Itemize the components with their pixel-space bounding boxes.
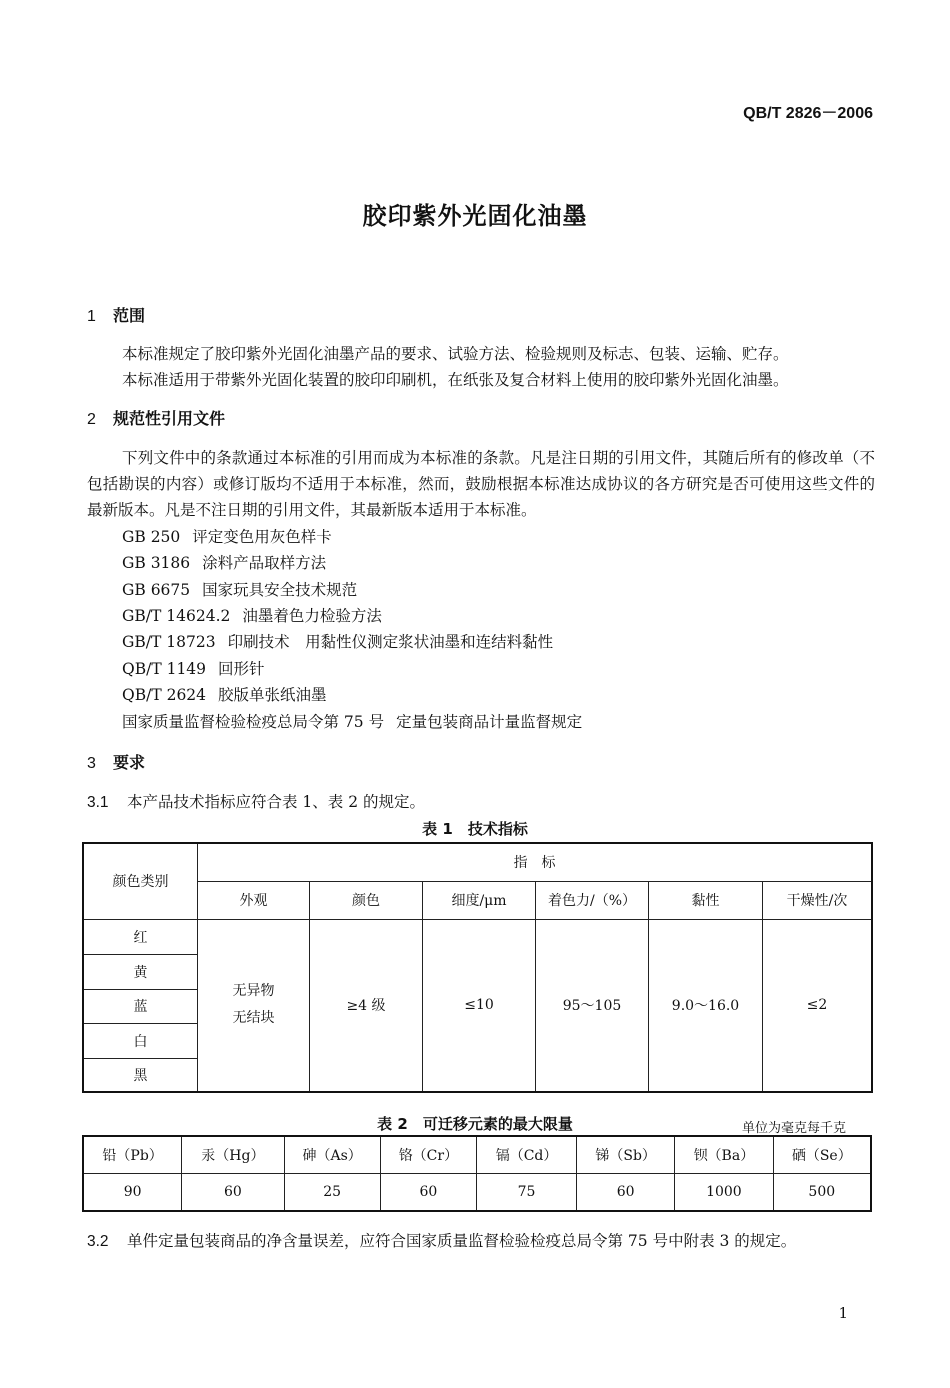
- clause-number: 3.1: [87, 794, 109, 811]
- cell-color-grade: ≥4 级: [310, 919, 423, 1092]
- col-header-color: 颜色: [310, 881, 423, 919]
- reference-code: GB/T 14624.2: [122, 607, 231, 625]
- color-white: 白: [83, 1023, 198, 1058]
- reference-name: 国家玩具安全技术规范: [202, 581, 358, 599]
- col-header-se: 硒（Se）: [773, 1136, 871, 1173]
- clause-3-2: [87, 1229, 796, 1251]
- scope-paragraph-2: 本标准适用于带紫外光固化装置的胶印印刷机，在纸张及复合材料上使用的胶印紫外光固化油墨。: [122, 371, 789, 389]
- row-header-color-category: 颜色类别: [83, 843, 198, 919]
- section-3-heading: [87, 750, 145, 773]
- reference-item: [122, 657, 265, 679]
- reference-code: GB 250: [122, 528, 181, 546]
- reference-name: 定量包装商品计量监督规定: [396, 713, 583, 731]
- reference-name: 涂料产品取样方法: [202, 554, 327, 572]
- clause-3-1: [87, 790, 425, 812]
- reference-name: 回形针: [218, 660, 265, 678]
- value-hg: 60: [182, 1173, 284, 1211]
- cell-fineness: ≤10: [423, 919, 536, 1092]
- reference-code: GB/T 18723: [122, 633, 216, 651]
- value-pb: 90: [83, 1173, 182, 1211]
- clause-text: 本产品技术指标应符合表 1、表 2 的规定。: [127, 793, 426, 811]
- reference-code: QB/T 1149: [122, 660, 207, 678]
- clause-number: 3.2: [87, 1233, 109, 1250]
- col-header-sb: 锑（Sb）: [577, 1136, 675, 1173]
- reference-name: 印刷技术 用黏性仪测定浆状油墨和连结料黏性: [227, 633, 554, 651]
- reference-item: [122, 683, 327, 705]
- section-title: 要求: [113, 753, 146, 772]
- reference-name: 评定变色用灰色样卡: [192, 528, 332, 546]
- reference-item: [122, 578, 357, 600]
- appearance-line-1: 无异物: [232, 983, 275, 1000]
- value-as: 25: [284, 1173, 380, 1211]
- reference-item: [122, 630, 553, 652]
- reference-code: 国家质量监督检验检疫总局令第 75 号: [122, 713, 385, 731]
- normative-intro: 下列文件中的条款通过本标准的引用而成为本标准的条款。凡是注日期的引用文件，其随后所有的修改单（不包括勘误的内容）或修订版均不适用于本标准，然而，鼓励根据本标准达成协议的各方研究是否可使用这些文件的最新版本。凡是不注日期的引用文件，其最新版本适用于本标准。: [87, 449, 875, 519]
- reference-name: 胶版单张纸油墨: [218, 686, 327, 704]
- value-cr: 60: [380, 1173, 476, 1211]
- section-1-heading: [87, 303, 145, 326]
- section-number: 1: [87, 308, 96, 325]
- col-header-tinting-strength: 着色力/（%）: [536, 881, 649, 919]
- document-title: 胶印紫外光固化油墨: [362, 202, 588, 230]
- value-cd: 75: [477, 1173, 577, 1211]
- reference-code: GB 3186: [122, 554, 191, 572]
- color-red: 红: [83, 919, 198, 954]
- section-number: 2: [87, 411, 96, 428]
- col-header-pb: 铅（Pb）: [83, 1136, 182, 1173]
- section-title: 范围: [113, 306, 146, 325]
- table1-caption: 表 1 技术指标: [422, 820, 528, 838]
- standard-code: QB/T 2826－2006: [743, 105, 873, 122]
- cell-drying: ≤2: [763, 919, 873, 1092]
- reference-code: GB 6675: [122, 581, 191, 599]
- reference-item: [122, 551, 326, 573]
- scope-paragraph-1: 本标准规定了胶印紫外光固化油墨产品的要求、试验方法、检验规则及标志、包装、运输、贮存。: [122, 345, 789, 363]
- col-header-appearance: 外观: [198, 881, 310, 919]
- col-header-cr: 铬（Cr）: [380, 1136, 476, 1173]
- col-header-cd: 镉（Cd）: [477, 1136, 577, 1173]
- color-yellow: 黄: [83, 954, 198, 989]
- cell-tack: 9.0～16.0: [649, 919, 763, 1092]
- appearance-line-2: 无结块: [232, 1010, 275, 1027]
- reference-code: QB/T 2624: [122, 686, 207, 704]
- reference-name: 油墨着色力检验方法: [242, 607, 382, 625]
- group-header-index: 指 标: [198, 843, 873, 881]
- color-black: 黑: [83, 1058, 198, 1092]
- reference-item: [122, 525, 332, 547]
- migratable-elements-table: [82, 1135, 872, 1212]
- table2-caption: 表 2 可迁移元素的最大限量: [377, 1115, 573, 1133]
- page-number: 1: [838, 1304, 848, 1322]
- section-2-heading: [87, 406, 225, 429]
- col-header-fineness: 细度/μm: [423, 881, 536, 919]
- section-number: 3: [87, 755, 96, 772]
- col-header-tack: 黏性: [649, 881, 763, 919]
- reference-item: [122, 710, 582, 732]
- col-header-as: 砷（As）: [284, 1136, 380, 1173]
- color-blue: 蓝: [83, 989, 198, 1023]
- value-ba: 1000: [675, 1173, 773, 1211]
- section-title: 规范性引用文件: [113, 409, 226, 428]
- value-sb: 60: [577, 1173, 675, 1211]
- reference-item: [122, 604, 382, 626]
- col-header-drying: 干燥性/次: [763, 881, 873, 919]
- col-header-ba: 钡（Ba）: [675, 1136, 773, 1173]
- technical-index-table: [82, 842, 873, 1093]
- table2-unit: 单位为毫克每千克: [741, 1121, 846, 1136]
- value-se: 500: [773, 1173, 871, 1211]
- col-header-hg: 汞（Hg）: [182, 1136, 284, 1173]
- cell-appearance: [198, 919, 310, 1092]
- cell-tinting-strength: 95～105: [536, 919, 649, 1092]
- clause-text: 单件定量包装商品的净含量误差，应符合国家质量监督检验检疫总局令第 75 号中附表 3 的规定。: [127, 1232, 797, 1250]
